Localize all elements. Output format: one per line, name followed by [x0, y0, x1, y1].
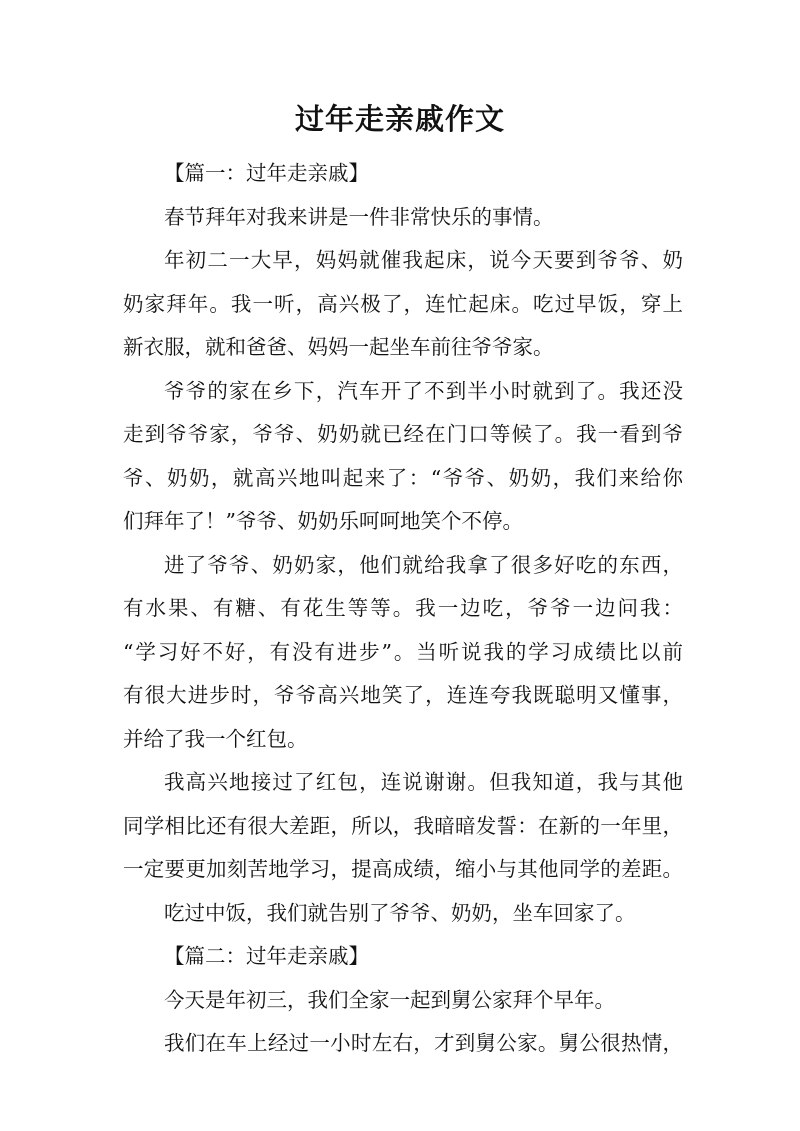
section-heading: 【篇一：过年走亲戚】: [164, 161, 369, 185]
paragraph-line: 走到爷爷家，爷爷、奶奶就已经在门口等候了。我一看到爷: [123, 422, 683, 446]
paragraph-line: 有水果、有糖、有花生等等。我一边吃，爷爷一边问我：: [123, 596, 683, 620]
paragraph-line: 吃过中饭，我们就告别了爷爷、奶奶，坐车回家了。: [164, 900, 636, 925]
paragraph-line: 进了爷爷、奶奶家，他们就给我拿了很多好吃的东西，: [164, 552, 683, 577]
paragraph-line: 一定要更加刻苦地学习，提高成绩，缩小与其他同学的差距。: [123, 857, 683, 881]
document-title: 过年走亲戚作文: [294, 102, 505, 136]
section-heading: 【篇二：过年走亲戚】: [164, 944, 369, 968]
paragraph-line: “学习好不好，有没有进步”。当听说我的学习成绩比以前: [123, 639, 683, 664]
document-body: [123, 152, 683, 1066]
paragraph-line: 并给了我一个红包。: [123, 726, 308, 751]
paragraph-line: 爷、奶奶，就高兴地叫起来了：“爷爷、奶奶，我们来给你: [123, 465, 683, 490]
paragraph-line: 新衣服，就和爸爸、妈妈一起坐车前往爷爷家。: [123, 335, 554, 359]
paragraph-line: 同学相比还有很大差距，所以，我暗暗发誓：在新的一年里，: [123, 813, 683, 838]
paragraph-line: 奶家拜年。我一听，高兴极了，连忙起床。吃过早饭，穿上: [123, 291, 683, 316]
paragraph-line: 春节拜年对我来讲是一件非常快乐的事情。: [164, 204, 554, 229]
paragraph-line: 有很大进步时，爷爷高兴地笑了，连连夸我既聪明又懂事，: [123, 683, 683, 707]
paragraph-line: 我们在车上经过一小时左右，才到舅公家。舅公很热情，: [164, 1031, 683, 1055]
paragraph-line: 我高兴地接过了红包，连说谢谢。但我知道，我与其他: [164, 770, 683, 794]
paragraph-line: 们拜年了！”爷爷、奶奶乐呵呵地笑个不停。: [123, 509, 523, 533]
paragraph-line: 爷爷的家在乡下，汽车开了不到半小时就到了。我还没: [164, 378, 683, 403]
paragraph-line: 今天是年初三，我们全家一起到舅公家拜个早年。: [164, 987, 615, 1012]
paragraph-line: 年初二一大早，妈妈就催我起床，说今天要到爷爷、奶: [164, 248, 683, 272]
